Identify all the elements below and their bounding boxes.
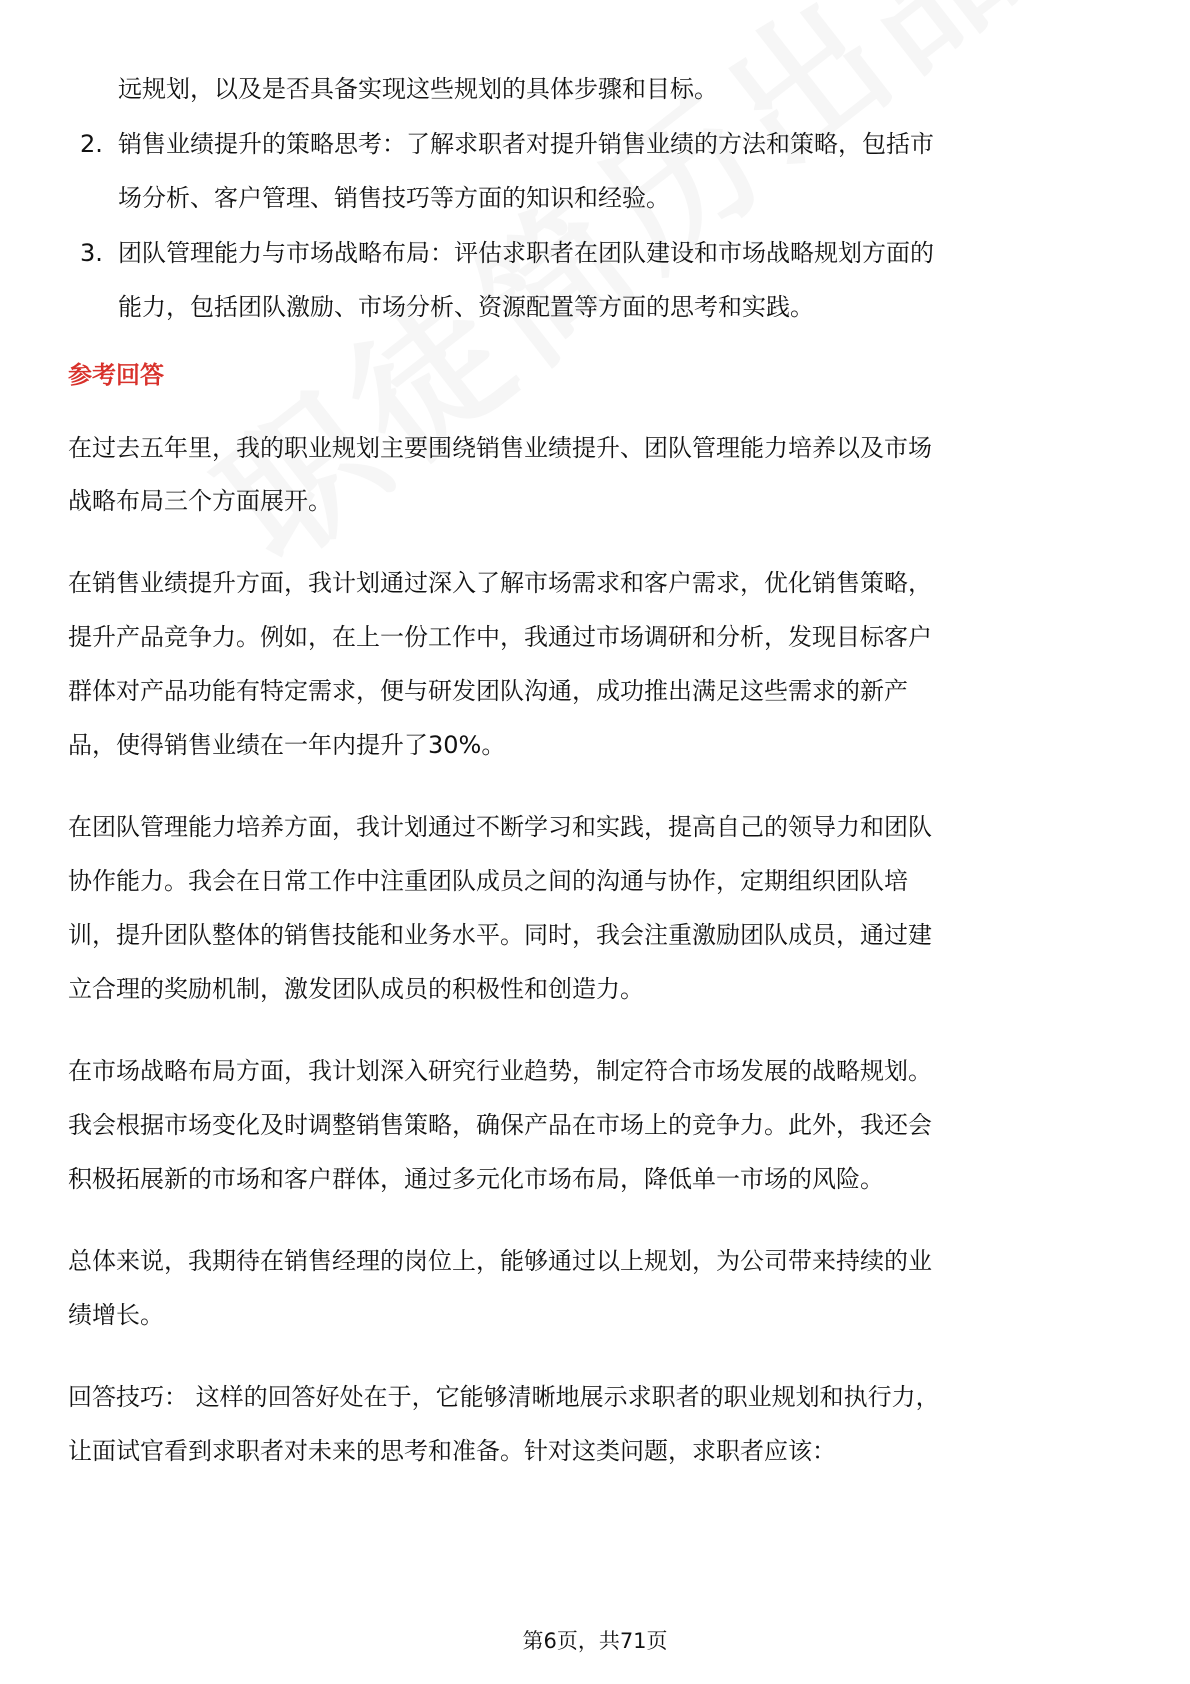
paragraph-line: 在市场战略布局方面，我计划深入研究行业趋势，制定符合市场发展的战略规划。 [68,1057,932,1085]
paragraph-line: 让面试官看到求职者对未来的思考和准备。针对这类问题，求职者应该： [68,1437,836,1465]
paragraph-line: 回答技巧： 这样的回答好处在于，它能够清晰地展示求职者的职业规划和执行力， [68,1383,940,1411]
paragraph-line: 总体来说，我期待在销售经理的岗位上，能够通过以上规划，为公司带来持续的业 [68,1247,932,1275]
list-item-3-line-1: 团队管理能力与市场战略布局：评估求职者在团队建设和市场战略规划方面的 [118,239,934,267]
list-item-3-line-2: 能力，包括团队激励、市场分析、资源配置等方面的思考和实践。 [118,293,814,321]
paragraph-line: 群体对产品功能有特定需求，便与研发团队沟通，成功推出满足这些需求的新产 [68,677,908,705]
paragraph-line: 立合理的奖励机制，激发团队成员的积极性和创造力。 [68,975,644,1003]
list-item-1-continuation: 远规划，以及是否具备实现这些规划的具体步骤和目标。 [118,75,718,103]
paragraph-line: 在销售业绩提升方面，我计划通过深入了解市场需求和客户需求，优化销售策略， [68,569,932,597]
section-heading: 参考回答 [68,361,164,389]
list-item-2-number: 2. [80,130,103,158]
paragraph-line: 训，提升团队整体的销售技能和业务水平。同时，我会注重激励团队成员，通过建 [68,921,932,949]
paragraph-line: 在过去五年里，我的职业规划主要围绕销售业绩提升、团队管理能力培养以及市场 [68,434,932,462]
paragraph-line: 绩增长。 [68,1301,164,1329]
list-item-2-line-1: 销售业绩提升的策略思考：了解求职者对提升销售业绩的方法和策略，包括市 [118,130,934,158]
page-number-footer: 第6页，共71页 [522,1629,668,1653]
paragraph-line: 协作能力。我会在日常工作中注重团队成员之间的沟通与协作，定期组织团队培 [68,867,908,895]
paragraph-line: 我会根据市场变化及时调整销售策略，确保产品在市场上的竞争力。此外，我还会 [68,1111,932,1139]
paragraph-line: 提升产品竞争力。例如，在上一份工作中，我通过市场调研和分析，发现目标客户 [68,623,932,651]
paragraph-line: 品，使得销售业绩在一年内提升了30%。 [68,731,506,759]
paragraph-line: 在团队管理能力培养方面，我计划通过不断学习和实践，提高自己的领导力和团队 [68,813,932,841]
list-item-3-number: 3. [80,239,103,267]
paragraph-line: 积极拓展新的市场和客户群体，通过多元化市场布局，降低单一市场的风险。 [68,1165,884,1193]
paragraph-line: 战略布局三个方面展开。 [68,487,332,515]
list-item-2-line-2: 场分析、客户管理、销售技巧等方面的知识和经验。 [118,184,670,212]
